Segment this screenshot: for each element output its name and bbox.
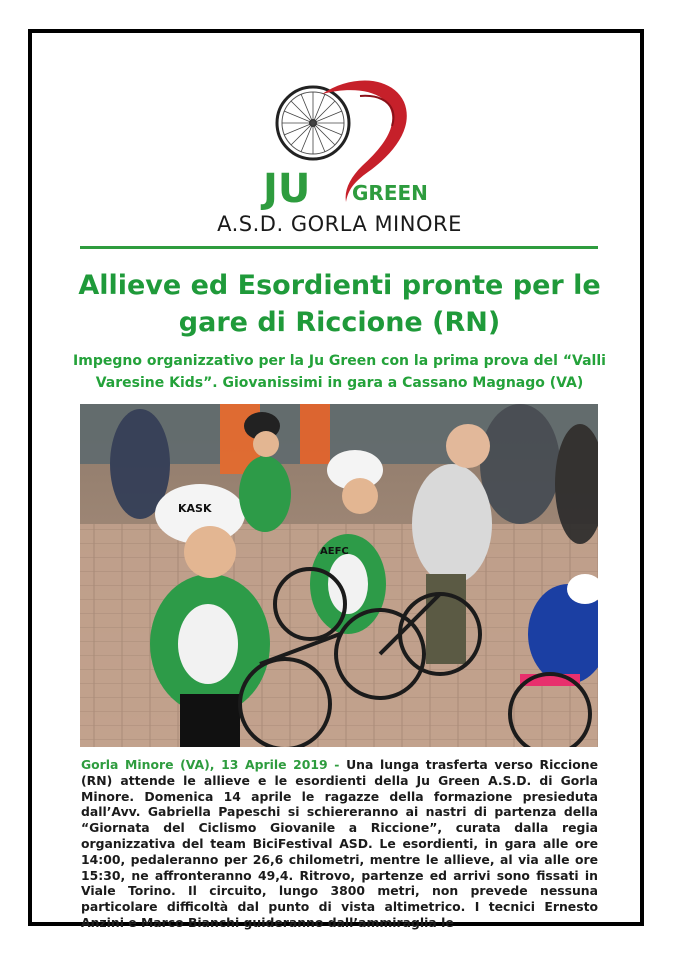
- bicycle-wheel-icon: [277, 87, 349, 159]
- divider: [80, 246, 598, 249]
- article-headline: Allieve ed Esordienti pronte per le gare di Riccione (RN): [78, 270, 601, 338]
- article-subheadline: Impegno organizzativo per la Ju Green con la prima prova del “Valli Varesine Kids”. Giovanissimi in gara a Cassano Magnago (VA): [73, 353, 606, 391]
- brand-ju-text: JU: [263, 166, 311, 212]
- cyclists-photo: [80, 404, 598, 747]
- article-text: Una lunga trasferta verso Riccione (RN) attende le allieve e le esordienti della Ju Green A.S.D. di Gorla Minore. Domenica 14 aprile le ragazze della formazione presieduta dall’Avv. Gabriella Papeschi si schiereranno ai nastri di partenza della “Giornata del Ciclismo Giovanile a Riccione”, curata dalla regia organizzativa del team BiciFestival ASD. Le esordienti, in gara alle ore 14:00, pedaleranno per 26,6 chilometri, mentre le allieve, al via alle ore 15:30, ne affronteranno 49,4. Ritrovo, partenze ed arrivi sono fissati in Viale Torino. Il circuito, lungo 3800 metri, non prevede nessuna particolare difficoltà dal punto di vista altimetrico. I tecnici Ernesto Anzini e Marco Bianchi guideranno dall’ammiraglia le: [81, 757, 598, 930]
- helmet-brand: KASK: [178, 502, 212, 515]
- jersey-label: AEFC: [320, 546, 349, 557]
- brand-green-text: GREEN: [352, 181, 428, 205]
- article-dateline: Gorla Minore (VA), 13 Aprile 2019 -: [81, 757, 340, 772]
- club-name: A.S.D. GORLA MINORE: [217, 212, 462, 236]
- article-body: [81, 757, 598, 931]
